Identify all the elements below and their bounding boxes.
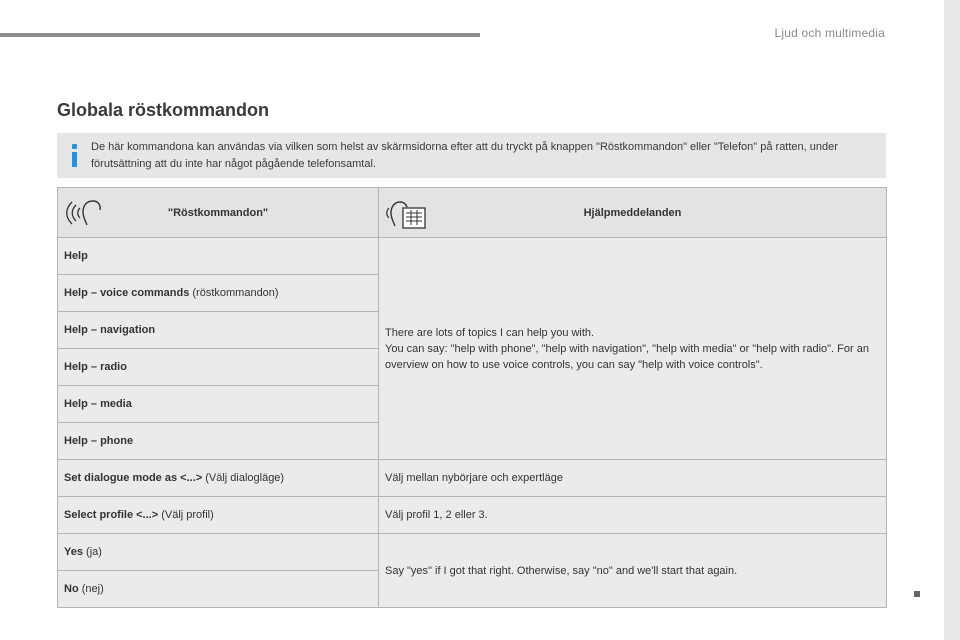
- side-strip: [944, 0, 960, 640]
- command-cell: Help – navigation: [58, 312, 379, 349]
- voice-command-icon: [66, 196, 102, 228]
- message-cell: Välj mellan nybörjare och expertläge: [379, 460, 887, 497]
- command-cell: No (nej): [58, 571, 379, 608]
- command-cell: Select profile <...> (Välj profil): [58, 497, 379, 534]
- column-header-commands: [58, 188, 379, 238]
- command-cell: Set dialogue mode as <...> (Välj dialogläge): [58, 460, 379, 497]
- voice-commands-table: [57, 187, 887, 608]
- command-cell: Help – radio: [58, 349, 379, 386]
- command-cell: Help – media: [58, 386, 379, 423]
- help-message-icon: [385, 196, 429, 232]
- column-header-messages-label: Hjälpmeddelanden: [583, 206, 682, 219]
- info-box: [57, 133, 886, 178]
- command-cell: Yes (ja): [58, 534, 379, 571]
- column-header-commands-label: "Röstkommandon": [167, 206, 269, 219]
- command-cell: Help – phone: [58, 423, 379, 460]
- page-marker: [914, 591, 920, 597]
- section-label: Ljud och multimedia: [774, 26, 885, 40]
- message-cell: Välj profil 1, 2 eller 3.: [379, 497, 887, 534]
- top-bar-divider: [0, 33, 480, 37]
- column-header-messages: [379, 188, 887, 238]
- info-text: De här kommandona kan användas via vilken som helst av skärmsidorna efter att du tryckt på knappen "Röstkommandon" eller "Telefon" på ratten, under förutsättning att du inte har något pågående telefonsamtal.: [91, 141, 838, 170]
- help-message-text: There are lots of topics I can help you with. You can say: "help with phone", "help with navigation", "help with media" or "help with radio". For an overview on how to use voice controls, you can say "help with voice controls".: [385, 326, 869, 371]
- command-cell: Help – voice commands (röstkommandon): [58, 275, 379, 312]
- message-cell: Say "yes" if I got that right. Otherwise, say "no" and we'll start that again.: [379, 534, 887, 608]
- help-message-cell: [379, 238, 887, 460]
- page-title: Globala röstkommandon: [57, 100, 270, 120]
- command-cell: Help: [58, 238, 379, 275]
